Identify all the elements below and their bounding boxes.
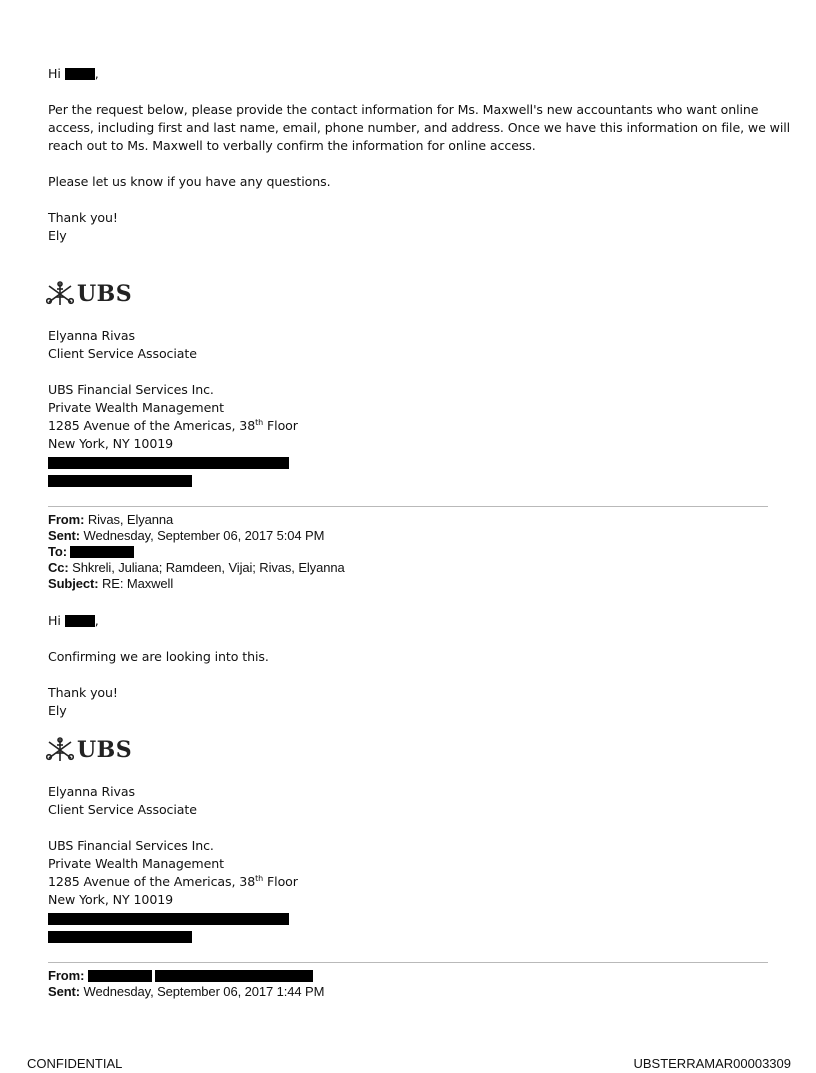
sent-line: Sent: Wednesday, September 06, 2017 5:04 PM: [48, 528, 325, 543]
signature-address: 1285 Avenue of the Americas, 38th Floor: [48, 874, 298, 889]
redaction-block: [65, 68, 95, 80]
redaction-block: [65, 615, 95, 627]
signature-company: UBS Financial Services Inc.: [48, 838, 214, 853]
greeting-text: Hi: [48, 66, 61, 81]
from-line: From:: [48, 967, 313, 985]
footer-confidential: CONFIDENTIAL: [27, 1056, 123, 1071]
from-line: From: Rivas, Elyanna: [48, 512, 174, 527]
signature-company: UBS Financial Services Inc.: [48, 382, 214, 397]
keys-icon: [46, 737, 74, 763]
questions-line: Please let us know if you have any questions.: [48, 174, 331, 189]
greeting-line: Hi ,: [48, 66, 99, 81]
signature-title: Client Service Associate: [48, 346, 197, 361]
to-line: To:: [48, 543, 134, 561]
subject-line: Subject: RE: Maxwell: [48, 576, 174, 591]
keys-icon: [46, 281, 74, 307]
redaction-bar: [48, 457, 289, 469]
signature-address: 1285 Avenue of the Americas, 38th Floor: [48, 418, 298, 433]
body-line: access, including first and last name, email, phone number, and address. Once we have this information on file, we will: [48, 120, 791, 135]
signature-title: Client Service Associate: [48, 802, 197, 817]
redaction-block: [70, 546, 134, 558]
signature-name: Elyanna Rivas: [48, 784, 135, 799]
sign-name: Ely: [48, 703, 67, 718]
cc-line: Cc: Shkreli, Juliana; Ramdeen, Vijai; Rivas, Elyanna: [48, 560, 345, 575]
signature-division: Private Wealth Management: [48, 400, 224, 415]
footer-bates-number: UBSTERRAMAR00003309: [633, 1056, 791, 1071]
sign-name: Ely: [48, 228, 67, 243]
ubs-logo: [46, 737, 132, 763]
redaction-block: [155, 970, 313, 982]
thanks-line: Thank you!: [48, 210, 118, 225]
redaction-bar: [48, 931, 192, 943]
signature-division: Private Wealth Management: [48, 856, 224, 871]
redaction-block: [88, 970, 152, 982]
greeting-line: Hi ,: [48, 613, 99, 628]
sent-line: Sent: Wednesday, September 06, 2017 1:44 PM: [48, 984, 325, 999]
signature-city: New York, NY 10019: [48, 892, 174, 907]
body-line: Per the request below, please provide the contact information for Ms. Maxwell's new accountants who want online: [48, 102, 759, 117]
logo-text: UBS: [77, 281, 133, 307]
thanks-line: Thank you!: [48, 685, 118, 700]
divider: [48, 506, 768, 507]
signature-city: New York, NY 10019: [48, 436, 174, 451]
body-line: reach out to Ms. Maxwell to verbally confirm the information for online access.: [48, 138, 536, 153]
signature-name: Elyanna Rivas: [48, 328, 135, 343]
divider: [48, 962, 768, 963]
ubs-logo: [46, 281, 132, 307]
body-line: Confirming we are looking into this.: [48, 649, 269, 664]
redaction-bar: [48, 475, 192, 487]
redaction-bar: [48, 913, 289, 925]
logo-text: UBS: [77, 737, 133, 763]
